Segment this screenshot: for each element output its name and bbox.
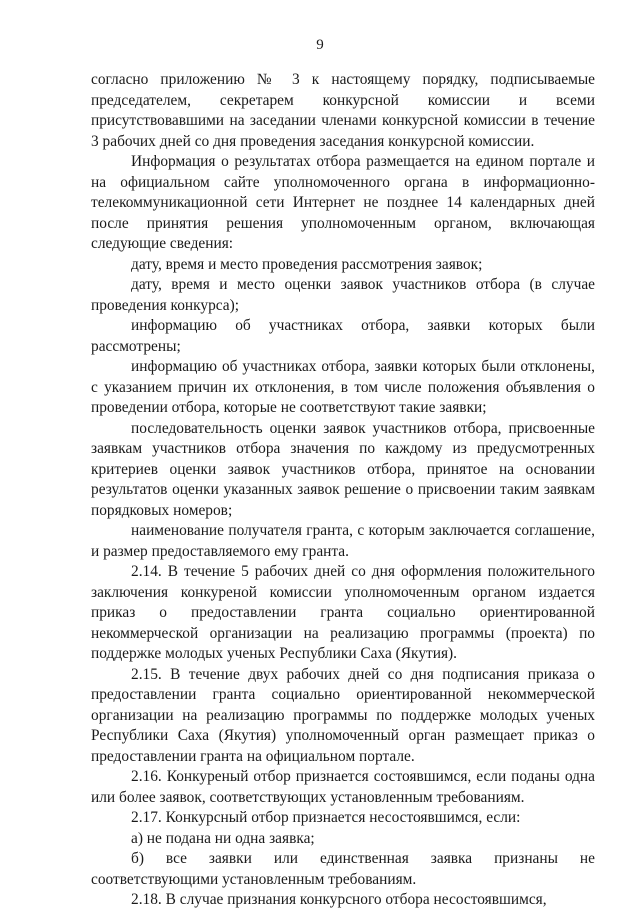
list-item-all-rejected: б) все заявки или единственная заявка признаны не соответствующими установленным требованиям. (91, 850, 595, 888)
list-item-review-date: дату, время и место проведения рассмотрения заявок; (131, 255, 483, 273)
paragraph-2-15: 2.15. В течение двух рабочих дней со дня подписания приказа о предоставлении гранта социально ориентированной некоммерческой организации на реализацию программы по поддержке молодых ученых Республики Саха (Якутия) уполномоченный орган размещает приказ о предоставлении гранта на официальном портале. (91, 665, 595, 765)
paragraph-2-17: 2.17. Конкурсный отбор признается несостоявшимся, если: (131, 809, 521, 826)
list-item-evaluation-date: дату, время и место оценки заявок участников отбора (в случае проведения конкурса); (91, 276, 595, 314)
page-number: 9 (316, 37, 324, 53)
paragraph-2-14: 2.14. В течение 5 рабочих дней со дня оформления положительного заключения конкуреной комиссии уполномоченным органом издается приказ о предоставлении гранта социально ориентированной некоммерческой организации на реализацию программы (проекта) по поддержке молодых ученых Республики Саха (Якутия). (91, 563, 595, 662)
paragraph-2-18: 2.18. В случае признания конкурсного отбора несостоявшимся, (131, 891, 547, 908)
paragraph-results-publication: Информация о результатах отбора размещается на едином портале и на официальном сайте уполномоченного органа в информационно-телекоммуникационной сети Интернет не позднее 14 календарных дней после принятия решения уполномоченным органом, включающая следующие сведения: (91, 153, 595, 252)
document-body (91, 70, 595, 911)
list-item-evaluation-sequence: последовательность оценки заявок участников отбора, присвоенные заявкам участников отбора значения по каждому из предусмотренных критериев оценки заявок участников отбора, принятое на основании результатов оценки указанных заявок решение о присвоении таким заявкам порядковых номеров; (91, 419, 595, 519)
list-item-no-application: а) не подана ни одна заявка; (131, 829, 315, 847)
list-item-reviewed-participants: информацию об участниках отбора, заявки которых были рассмотрены; (91, 317, 595, 355)
paragraph-protocol-signing: согласно приложению № 3 к настоящему порядку, подписываемые председателем, секретарем конкурсной комиссии и всеми присутствовавшими на заседании членами конкурсной комиссии в течение 3 рабочих дней со дня проведения заседания конкурсной комиссии. (91, 71, 595, 150)
paragraph-2-16: 2.16. Конкуреный отбор признается состоявшимся, если поданы одна или более заявок, соответствующих установленным требованиям. (91, 768, 595, 806)
list-item-rejected-participants: информацию об участниках отбора, заявки которых были отклонены, с указанием причин их отклонения, в том числе положения объявления о проведении отбора, которые не соответствуют такие заявки; (91, 358, 595, 416)
list-item-grant-recipient: наименование получателя гранта, с которым заключается соглашение, и размер предоставляемого ему гранта. (91, 522, 595, 560)
